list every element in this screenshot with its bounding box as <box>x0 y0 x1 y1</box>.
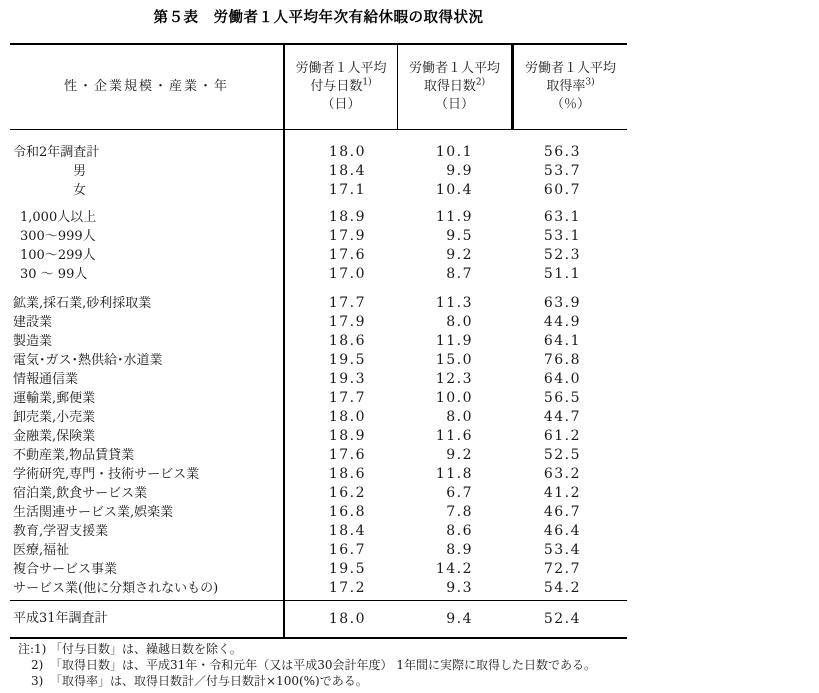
footnotes <box>18 641 596 689</box>
row-label: 卸売業,小売業 <box>13 410 96 425</box>
table-row <box>10 162 627 181</box>
footnote-1 <box>18 641 596 657</box>
taken-days-cell: 11.9 <box>435 333 473 349</box>
rate-cell: 53.1 <box>543 228 581 244</box>
table-section-industry <box>10 294 627 600</box>
footnote-ref-1: 1) <box>362 77 372 88</box>
rate-cell: 72.7 <box>543 561 581 577</box>
rate-cell: 76.8 <box>543 352 581 368</box>
rate-cell: 52.4 <box>543 611 581 627</box>
taken-days-cell: 9.9 <box>446 163 473 179</box>
granted-days-cell: 18.6 <box>328 333 366 349</box>
row-label: サービス業(他に分類されないもの) <box>13 581 219 596</box>
rate-cell: 60.7 <box>543 182 581 198</box>
row-label: 平成31年調査計 <box>13 611 108 626</box>
rate-cell: 56.5 <box>543 390 581 406</box>
granted-days-cell: 17.6 <box>328 247 366 263</box>
taken-days-cell: 9.5 <box>446 228 473 244</box>
granted-days-cell: 17.7 <box>328 390 366 406</box>
taken-days-cell: 11.3 <box>435 295 473 311</box>
rate-cell: 64.0 <box>543 371 581 387</box>
table-row <box>10 522 627 541</box>
granted-days-cell: 16.7 <box>328 542 366 558</box>
taken-days-cell: 6.7 <box>446 485 473 501</box>
taken-days-cell: 10.1 <box>435 144 473 160</box>
table-row <box>10 560 627 579</box>
table-row <box>10 579 627 598</box>
granted-days-cell: 17.2 <box>328 580 366 596</box>
rate-cell: 53.4 <box>543 542 581 558</box>
rate-cell: 52.3 <box>543 247 581 263</box>
row-label: 100〜299人 <box>20 248 96 263</box>
table-row <box>10 265 627 284</box>
row-label: 生活関連サービス業,娯楽業 <box>13 505 174 520</box>
granted-days-cell: 18.4 <box>328 523 366 539</box>
table-row <box>10 181 627 200</box>
footnote-label: 注:1) <box>18 642 47 656</box>
row-label: 不動産業,物品賃貸業 <box>13 448 135 463</box>
table-row <box>10 389 627 408</box>
header-line: 労働者１人平均 <box>295 61 387 76</box>
rate-cell: 41.2 <box>543 485 581 501</box>
row-label: 30 〜 99人 <box>20 267 88 282</box>
granted-days-cell: 19.5 <box>328 561 366 577</box>
rate-cell: 44.7 <box>543 409 581 425</box>
rate-cell: 63.2 <box>543 466 581 482</box>
granted-days-cell: 17.1 <box>328 182 366 198</box>
col-header-category: 性・企業規模・産業・年 <box>63 79 229 94</box>
column-divider-line <box>283 130 285 637</box>
table-row <box>10 465 627 484</box>
table-row <box>10 370 627 389</box>
header-unit: （日） <box>434 97 474 112</box>
table-row <box>10 313 627 332</box>
table-row <box>10 427 627 446</box>
footnote-ref-2: 2) <box>475 77 486 88</box>
table-section-enterprise-size <box>10 208 627 284</box>
footnote-text: 「付与日数」は、繰越日数を除く。 <box>50 642 242 656</box>
table-row <box>10 208 627 227</box>
header-line: 取得率$^{3)}$ <box>546 77 595 94</box>
row-label: 学術研究,専門・技術サービス業 <box>13 467 200 482</box>
row-label: 運輸業,郵便業 <box>13 391 96 406</box>
rate-cell: 61.2 <box>543 428 581 444</box>
row-label: 情報通信業 <box>13 372 79 387</box>
taken-days-cell: 9.3 <box>446 580 473 596</box>
row-label: 建設業 <box>13 315 53 330</box>
taken-days-cell: 8.7 <box>446 266 473 282</box>
taken-days-cell: 8.0 <box>446 409 473 425</box>
taken-days-cell: 8.6 <box>446 523 473 539</box>
granted-days-cell: 17.0 <box>328 266 366 282</box>
header-line: 労働者１人平均 <box>408 61 500 76</box>
rate-cell: 64.1 <box>543 333 581 349</box>
table-row <box>10 503 627 522</box>
footnote-3 <box>18 673 596 689</box>
header-line: 取得日数$^{2)}$ <box>423 77 486 94</box>
taken-days-cell: 8.9 <box>446 542 473 558</box>
header-unit: （％） <box>550 97 590 112</box>
taken-days-cell: 9.2 <box>446 247 473 263</box>
row-label: 女 <box>73 183 87 198</box>
taken-days-cell: 10.0 <box>435 390 473 406</box>
row-label: 300〜999人 <box>20 229 96 244</box>
table-title: 第５表 労働者１人平均年次有給休暇の取得状況 <box>153 10 484 26</box>
granted-days-cell: 17.7 <box>328 295 366 311</box>
rate-cell: 52.5 <box>543 447 581 463</box>
table-row <box>10 446 627 465</box>
granted-days-cell: 18.0 <box>328 611 366 627</box>
rate-cell: 54.2 <box>543 580 581 596</box>
footer-total-row <box>10 600 627 637</box>
rate-cell: 56.3 <box>543 144 581 160</box>
row-label: 電気･ガス･熱供給･水道業 <box>13 353 163 368</box>
table-row <box>10 246 627 265</box>
footnote-2 <box>18 657 596 673</box>
table-body-rows <box>10 130 627 600</box>
granted-days-cell: 16.8 <box>328 504 366 520</box>
col-header-rate <box>511 45 627 129</box>
granted-days-cell: 18.6 <box>328 466 366 482</box>
granted-days-cell: 18.9 <box>328 428 366 444</box>
data-table <box>10 43 627 639</box>
granted-days-cell: 18.0 <box>328 144 366 160</box>
header-line: 付与日数$^{1)}$ <box>310 77 372 94</box>
granted-days-cell: 17.9 <box>328 314 366 330</box>
granted-days-cell: 19.3 <box>328 371 366 387</box>
header-unit: （日） <box>321 97 361 112</box>
col-header-taken-days <box>397 45 511 129</box>
row-label: 男 <box>73 164 87 179</box>
footnote-ref-3: 3) <box>585 77 595 88</box>
table-row <box>10 143 627 162</box>
header-line: 労働者１人平均 <box>524 61 616 76</box>
rate-cell: 44.9 <box>543 314 581 330</box>
footnote-text: 「取得日数」は、平成31年・令和元年（又は平成30会計年度） 1年間に実際に取得した日数である。 <box>50 658 596 672</box>
row-label: 鉱業,採石業,砂利採取業 <box>13 296 152 311</box>
row-label: 医療,福祉 <box>13 543 70 558</box>
table-row <box>10 408 627 427</box>
rate-cell: 51.1 <box>543 266 581 282</box>
table-row <box>10 541 627 560</box>
granted-days-cell: 17.9 <box>328 228 366 244</box>
table-body <box>10 130 627 637</box>
taken-days-cell: 14.2 <box>435 561 473 577</box>
granted-days-cell: 17.6 <box>328 447 366 463</box>
granted-days-cell: 19.5 <box>328 352 366 368</box>
table-header-row <box>10 45 627 130</box>
table-row <box>10 227 627 246</box>
taken-days-cell: 12.3 <box>435 371 473 387</box>
table-section-survey-total-and-sex <box>10 130 627 200</box>
row-label: 金融業,保険業 <box>13 429 96 444</box>
table-row <box>10 294 627 313</box>
taken-days-cell: 10.4 <box>435 182 473 198</box>
row-label: 宿泊業,飲食サービス業 <box>13 486 148 501</box>
row-label: 複合サービス事業 <box>13 562 118 577</box>
table-row <box>10 484 627 503</box>
rate-cell: 63.9 <box>543 295 581 311</box>
taken-days-cell: 9.2 <box>446 447 473 463</box>
rate-cell: 46.4 <box>543 523 581 539</box>
granted-days-cell: 18.9 <box>328 209 366 225</box>
taken-days-cell: 8.0 <box>446 314 473 330</box>
col-header-granted-days <box>283 45 397 129</box>
rate-cell: 53.7 <box>543 163 581 179</box>
row-label: 令和2年調査計 <box>13 145 100 160</box>
granted-days-cell: 16.2 <box>328 485 366 501</box>
table-row <box>10 351 627 370</box>
footnote-label: 2) <box>31 658 44 672</box>
row-label: 製造業 <box>13 334 53 349</box>
taken-days-cell: 15.0 <box>435 352 473 368</box>
footnote-text: 「取得率」は、取得日数計／付与日数計×100(%)である。 <box>50 674 368 688</box>
footnote-label: 3) <box>31 674 44 688</box>
granted-days-cell: 18.0 <box>328 409 366 425</box>
taken-days-cell: 11.8 <box>435 466 473 482</box>
rate-cell: 63.1 <box>543 209 581 225</box>
row-label: 1,000人以上 <box>20 210 97 225</box>
rate-cell: 46.7 <box>543 504 581 520</box>
row-label: 教育,学習支援業 <box>13 524 109 539</box>
table-row <box>10 332 627 351</box>
taken-days-cell: 11.9 <box>435 209 473 225</box>
taken-days-cell: 7.8 <box>446 504 473 520</box>
taken-days-cell: 11.6 <box>435 428 473 444</box>
granted-days-cell: 18.4 <box>328 163 366 179</box>
taken-days-cell: 9.4 <box>446 611 473 627</box>
